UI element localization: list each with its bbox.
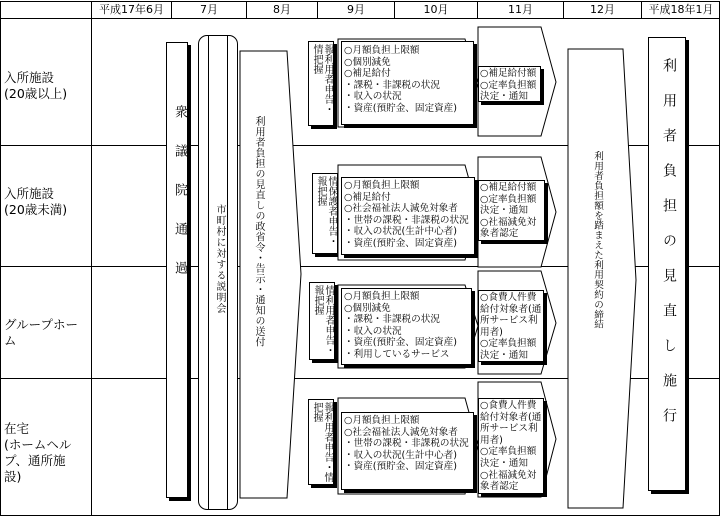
grasp-box-3	[309, 282, 335, 360]
ordinance-text: 利用者負担の見直しの政省令・告示・通知の送付	[253, 116, 264, 347]
result-box-3: ○食費人件費 給付対象者(通 所サービス利 用者) ○定率負担額 決定・通知	[478, 290, 544, 362]
row-label-minor-facility: 入所施設 (20歳未満)	[4, 186, 68, 217]
month-header-nov: 11月	[508, 3, 533, 16]
row-label-adult-facility: 入所施設 (20歳以上)	[4, 70, 68, 101]
row-label-group-home: グループホー ム	[4, 317, 79, 348]
info-box-2: ○月額負担上限額 ○補足給付 ○社会福祉法人減免対象者 ・世帯の課税・非課税の状況 ・収入の状況(生計中心者) ・資産(預貯金、固定資産)	[341, 177, 475, 255]
grasp-box-4	[308, 399, 334, 485]
info-box-3: ○月額負担上限額 ○個別減免 ・課税・非課税の状況 ・収入の状況 ・資産(預貯金、固定資産) ・利用しているサービス	[341, 288, 472, 365]
month-header-jan: 平成18年1月	[648, 3, 714, 16]
month-header-aug: 8月	[273, 3, 291, 16]
row-label-home-care: 在宅 (ホームヘル プ、通所施 設)	[4, 421, 72, 484]
info-box-1: ○月額負担上限額 ○個別減免 ○補足給付 ・課税・非課税の状況 ・収入の状況 ・資産(預貯金、固定資産)	[341, 41, 474, 125]
grasp-box-1	[308, 41, 334, 126]
diet-passage-box	[166, 42, 188, 498]
ordinance-arrow-shape	[239, 50, 305, 500]
municipal-briefing-text: 市町村に対する説明会	[214, 204, 225, 314]
grasp-text-3: 情利用者申告・報把握	[312, 285, 334, 355]
grasp-text-1: 報利用者申告・情把握	[311, 44, 333, 114]
enforcement-box	[648, 37, 686, 491]
diet-passage-text: 衆議院通過	[172, 105, 187, 300]
month-header-oct: 10月	[423, 3, 449, 16]
enforcement-text: 利用者負担の見直し施行	[661, 58, 677, 443]
municipal-briefing-pill	[198, 35, 238, 510]
month-header-jul: 7月	[200, 3, 218, 16]
contract-text: 利用者負担額を踏まえた利用契約の締結	[592, 151, 603, 330]
month-header-jun: 平成17年6月	[99, 3, 164, 16]
month-header-sep: 9月	[347, 3, 365, 16]
grasp-text-2: 情保護者申告・報把握	[315, 176, 337, 246]
grasp-text-4: 報利用者申告・情把握	[311, 402, 333, 482]
result-box-2: ○補足給付額 ○定率負担額 決定・通知 ○社福減免対 象者認定	[478, 180, 545, 241]
result-box-1: ○補足給付額 ○定率負担額 決定・通知	[478, 66, 541, 102]
info-box-4: ○月額負担上限額 ○社会福祉法人減免対象者 ・世帯の課税・非課税の状況 ・収入の状況(生計中心者) ・資産(預貯金、固定資産)	[341, 412, 474, 490]
result-box-4: ○食費人件費 給付対象者(通 所サービス利 用者) ○定率負担額 決定・通知 ○社福減免対 象者認定	[478, 398, 544, 494]
month-header-dec: 12月	[590, 3, 615, 16]
grasp-box-2	[312, 173, 338, 254]
